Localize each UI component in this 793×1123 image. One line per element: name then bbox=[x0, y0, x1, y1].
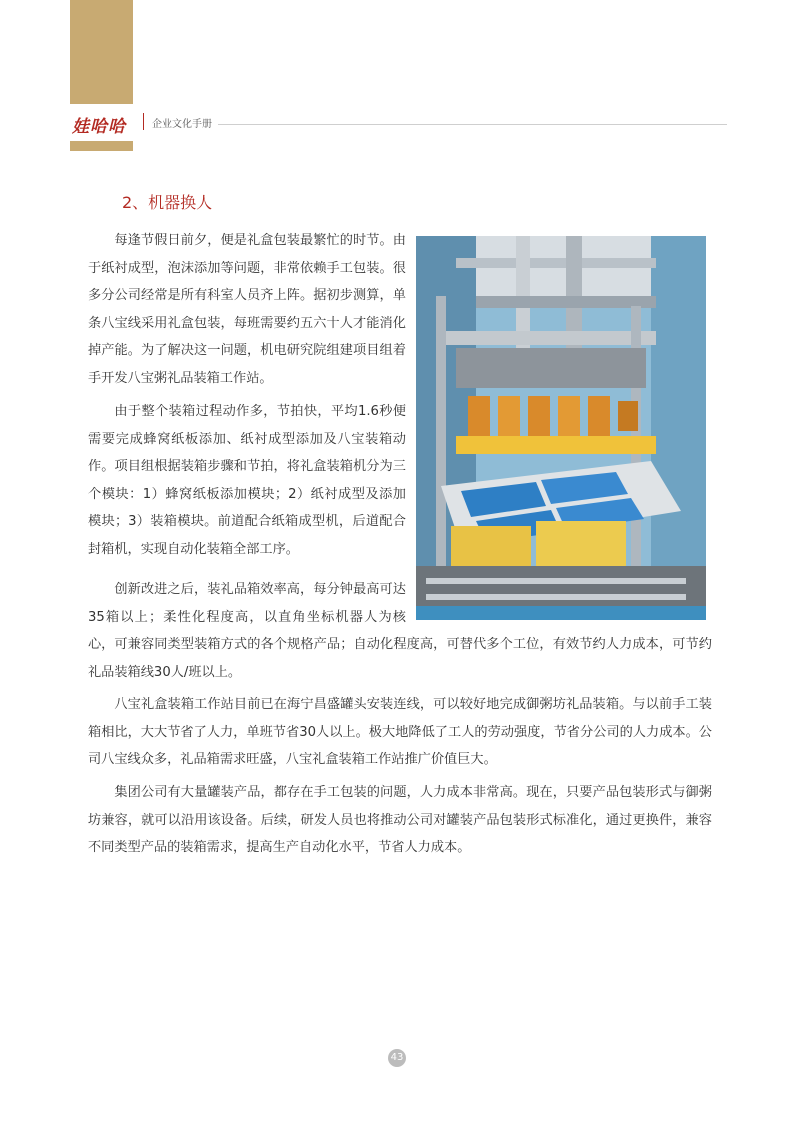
paragraph-efficiency-start: 创新改进之后，装礼品箱效率高，每分钟最高可达35箱以上；柔性化程度高，以直角坐标机器人为核心， bbox=[88, 582, 406, 652]
paragraph-deployment: 八宝礼盒装箱工作站目前已在海宁昌盛罐头安装连线，可以较好地完成御粥坊礼品装箱。与以前手工装箱相比，大大节省了人力，单班节省30人以上。极大地降低了工人的劳动强度，节省分公司的人力成本。公司八宝线众多，礼品箱需求旺盛，八宝礼盒装箱工作站推广价值巨大。 bbox=[88, 697, 712, 767]
packing-machine-illustration bbox=[416, 236, 706, 620]
gold-accent-bar bbox=[70, 141, 133, 151]
gold-header-bar bbox=[70, 0, 133, 104]
packing-robot-photo bbox=[416, 236, 706, 620]
brand-logo: 娃哈哈 bbox=[72, 117, 126, 137]
paragraph-modules: 由于整个装箱过程动作多，节拍快，平均1.6秒便需要完成蜂窝纸板添加、纸衬成型添加及八宝装箱动作。项目组根据装箱步骤和节拍，将礼盒装箱机分为三个模块：1）蜂窝纸板添加模块；2）纸衬成型及添加模块；3）装箱模块。前道配合纸箱成型机，后道配合封箱机，实现自动化装箱全部工序。 bbox=[88, 404, 406, 557]
section-heading: 2、机器换人 bbox=[122, 193, 213, 212]
page-number-badge: 43 bbox=[388, 1049, 406, 1067]
paragraph-efficiency-end: 可兼容同类型装箱方式的各个规格产品；自动化程度高，可替代多个工位，有效节约人力成本，可节约礼品装箱线30人/班以上。 bbox=[88, 637, 712, 680]
paragraph-outlook: 集团公司有大量罐装产品，都存在手工包装的问题，人力成本非常高。现在，只要产品包装形式与御粥坊兼容，就可以沿用该设备。后续，研发人员也将推动公司对罐装产品包装形式标准化，通过更换件，兼容不同类型产品的装箱需求，提高生产自动化水平，节省人力成本。 bbox=[88, 785, 712, 855]
header-divider bbox=[143, 113, 144, 130]
header-rule bbox=[218, 124, 727, 125]
paragraph-intro: 每逢节假日前夕，便是礼盒包装最繁忙的时节。由于纸衬成型，泡沫添加等问题，非常依赖手工包装。很多分公司经常是所有科室人员齐上阵。据初步测算，单条八宝线采用礼盒包装，每班需要约五六十人才能消化掉产能。为了解决这一问题，机电研究院组建项目组着手开发八宝粥礼品装箱工作站。 bbox=[88, 233, 406, 386]
header-title: 企业文化手册 bbox=[152, 119, 212, 130]
